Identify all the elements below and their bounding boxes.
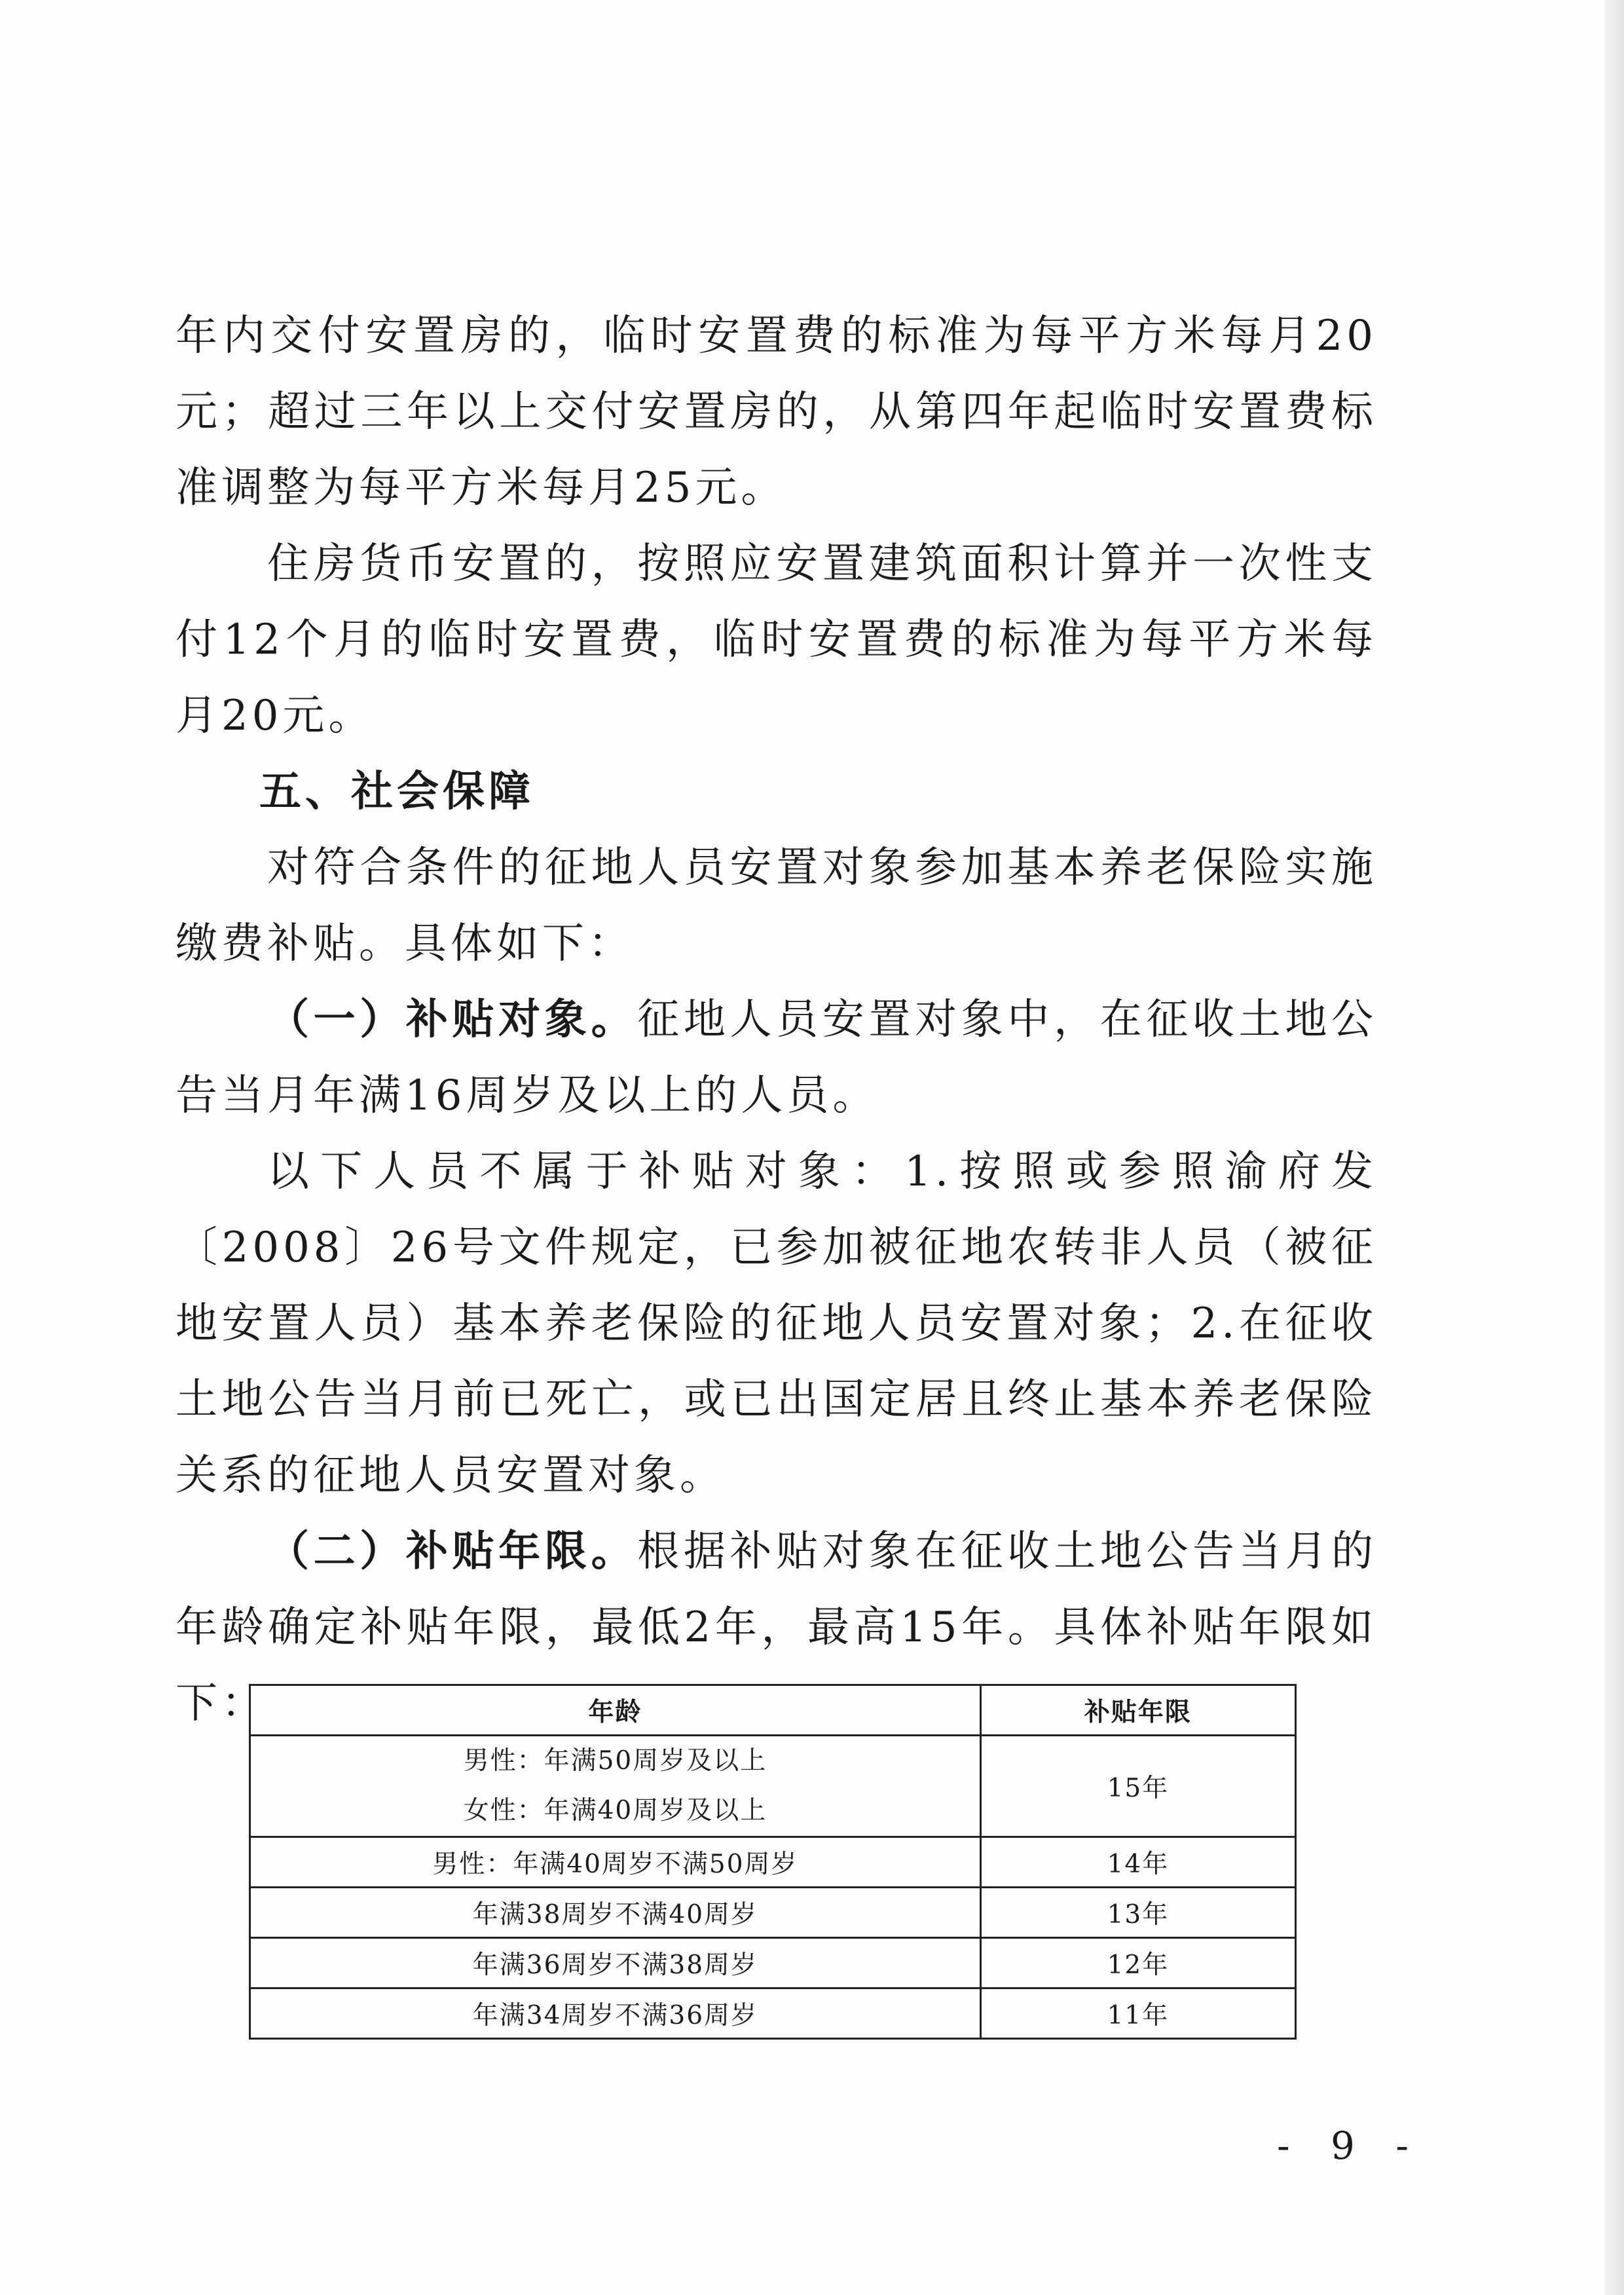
column-header-age: 年龄 (250, 1685, 981, 1736)
scan-edge (1604, 0, 1624, 2295)
table-row (250, 1888, 1296, 1938)
paragraph: 以下人员不属于补贴对象：1.按照或参照渝府发〔2008〕26号文件规定，已参加被征地农转非人员（被征地安置人员）基本养老保险的征地人员安置对象；2.在征收土地公告当月前已死亡，或已出国定居且终止基本养老保险关系的征地人员安置对象。 (175, 1148, 1377, 1500)
subsection-title: （一）补贴对象。 (267, 996, 638, 1044)
paragraph (175, 982, 1377, 1134)
column-header-years: 补贴年限 (980, 1685, 1295, 1736)
paragraph-text: 根据补贴对象在征收土地公告当月的年龄确定补贴年限，最低2年，最高15年。具体补贴年限如下： (175, 1527, 1377, 1728)
page-number: - 9 - (1277, 2123, 1423, 2168)
subsidy-years-table (249, 1684, 1297, 2040)
age-cell: 男性：年满40周岁不满50周岁 (250, 1837, 981, 1888)
paragraph: 对符合条件的征地人员安置对象参加基本养老保险实施缴费补贴。具体如下： (175, 844, 1377, 968)
years-cell: 15年 (980, 1736, 1295, 1837)
table-row (250, 1988, 1296, 2039)
years-cell: 11年 (980, 1988, 1295, 2039)
paragraph: 年内交付安置房的，临时安置费的标准为每平方米每月20元；超过三年以上交付安置房的，从第四年起临时安置费标准调整为每平方米每月25元。 (175, 312, 1377, 512)
paragraph-text: 征地人员安置对象中，在征收土地公告当月年满16周岁及以上的人员。 (175, 996, 1377, 1120)
age-cell: 年满34周岁不满36周岁 (250, 1988, 981, 2039)
years-cell: 12年 (980, 1938, 1295, 1988)
years-cell: 13年 (980, 1888, 1295, 1938)
age-cell: 年满36周岁不满38周岁 (250, 1938, 981, 1988)
subsection-title: （二）补贴年限。 (267, 1527, 638, 1576)
section-heading: 五、社会保障 (259, 768, 534, 816)
age-cell: 年满38周岁不满40周岁 (250, 1888, 981, 1938)
body-text (175, 298, 1377, 1742)
age-text: 女性：年满40周岁及以上 (463, 1796, 767, 1825)
years-cell: 14年 (980, 1837, 1295, 1888)
age-text: 男性：年满50周岁及以上 (463, 1746, 767, 1776)
table-row (250, 1736, 1296, 1837)
table-row (250, 1938, 1296, 1988)
table-row (250, 1837, 1296, 1888)
age-cell (250, 1736, 981, 1837)
paragraph: 住房货币安置的，按照应安置建筑面积计算并一次性支付12个月的临时安置费，临时安置费的标准为每平方米每月20元。 (175, 540, 1377, 740)
table-header-row (250, 1685, 1296, 1736)
